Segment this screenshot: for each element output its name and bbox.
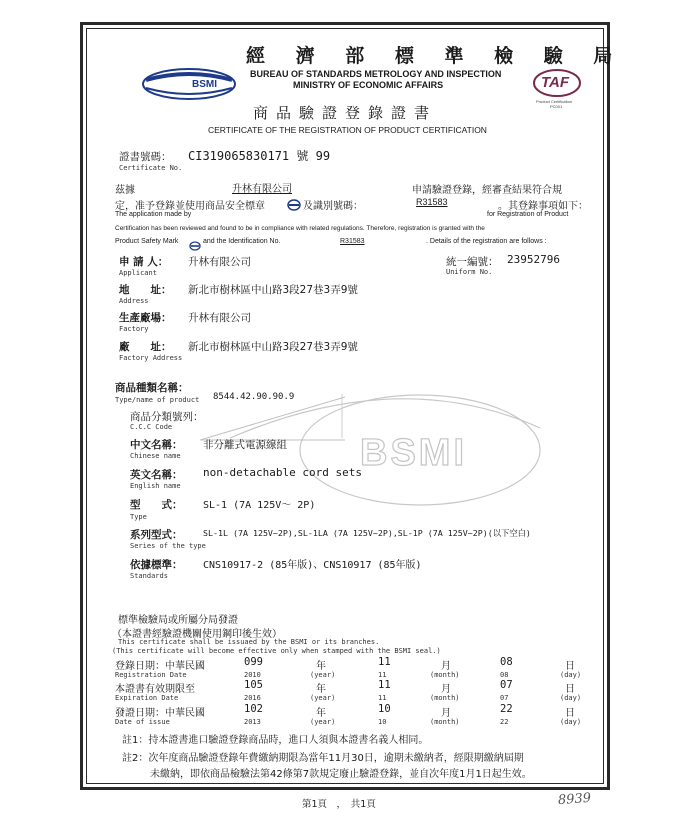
registration-month: 11 (378, 656, 391, 668)
cert-title-zh: 商品驗證登錄證書 (253, 104, 438, 122)
factory-label-en: Factory (119, 325, 149, 333)
model-value: SL-1 (7A 125V～ 2P) (203, 500, 316, 511)
product-type-value: 8544.42.90.90.9 (213, 392, 295, 402)
registration-month-unit-en: (month) (430, 671, 460, 679)
intro-en-1a: The application made by (115, 211, 192, 218)
product-type-label-en: Type/name of product (115, 396, 200, 404)
cert-title-en: CERTIFICATE OF THE REGISTRATION OF PRODUCT CERTIFICATION (208, 125, 487, 135)
standards-label: 依據標準： (130, 559, 183, 571)
registration-day: 08 (500, 656, 513, 668)
expiration-year-unit-en: (year) (310, 694, 336, 702)
english-name-value: non-detachable cord sets (203, 466, 362, 479)
cert-no-label: 證書號碼： (119, 151, 172, 163)
registration-month-unit: 月 (441, 661, 451, 672)
applicant-label-en: Applicant (119, 269, 157, 277)
ministry-title-en: MINISTRY OF ECONOMIC AFFAIRS (293, 80, 444, 90)
bsmi-watermark-text: BSMI (360, 432, 467, 474)
intro-en-3code: R31583 (340, 238, 365, 245)
expiration-day-en: 07 (500, 694, 509, 702)
intro-en-3b: and the Identification No. (203, 238, 281, 245)
registration-day-en: 08 (500, 671, 509, 679)
issue-year-unit: 年 (316, 708, 326, 719)
model-label-en: Type (130, 513, 147, 521)
notice-line2: （本證書經驗證機關使用鋼印後生效） (112, 629, 282, 640)
registration-date-label: 登錄日期：中華民國 (115, 661, 205, 672)
notice-line1: 標準檢驗局或所屬分局發證 (118, 615, 238, 626)
factory-value: 升林有限公司 (188, 312, 251, 324)
issue-year-en: 2013 (244, 718, 261, 726)
notice-en1: This certificate shall be issuaed by the BSMI or its branches. (118, 638, 380, 646)
expiration-day-unit-en: (day) (560, 694, 582, 702)
intro-line2-a: 定，准予登錄並使用商品安全標章 (115, 201, 265, 212)
note-2b: 未繳納，即依商品檢驗法第42條第7款規定廢止驗證登錄，並自次年度1月1日起生效。 (150, 769, 532, 780)
taf-logo-text: TAF (541, 74, 570, 91)
applicant-value: 升林有限公司 (188, 256, 251, 268)
expiration-year: 105 (244, 679, 263, 691)
standards-value: CNS10917-2 (85年版)、CNS10917 (85年版) (203, 560, 422, 571)
expiration-month-unit-en: (month) (430, 694, 460, 702)
registration-day-unit: 日 (565, 661, 575, 672)
intro-company: 升林有限公司 (232, 184, 292, 195)
note-1: 註1：持本證書進口驗證登錄商品時，進口人須與本證書名義人相同。 (122, 735, 429, 746)
note-2a: 註2：次年度商品驗證登錄年費繳納期限為當年11月30日，逾期未繳納者，經限期繳納屆期 (122, 753, 524, 764)
expiration-year-en: 2016 (244, 694, 261, 702)
product-type-label: 商品種類名稱： (115, 382, 189, 394)
issue-date-label-en: Date of issue (115, 718, 170, 726)
taf-code: PC001 (550, 104, 563, 109)
series-label-en: Series of the type (130, 542, 206, 550)
cert-no-label-en: Certificate No. (119, 164, 183, 172)
expiration-day-unit: 日 (565, 684, 575, 695)
page-indicator: 第1頁 ， 共1頁 (302, 799, 376, 810)
factory-label: 生產廠場： (119, 312, 172, 324)
ccc-label-en: C.C.C Code (130, 423, 173, 431)
factory-address-label-en: Factory Address (119, 354, 183, 362)
issue-day-en: 22 (500, 718, 509, 726)
issue-year: 102 (244, 703, 263, 715)
intro-line1-b: 申請驗證登錄，經審查結果符合規 (412, 185, 562, 196)
expiration-day: 07 (500, 679, 513, 691)
registration-year-unit-en: (year) (310, 671, 336, 679)
address-label-en: Address (119, 297, 149, 305)
safety-mark-icon-small (189, 236, 201, 255)
factory-address-value: 新北市樹林區中山路3段27巷3弄9號 (188, 341, 358, 353)
intro-line2-b: 及識別號碼： (303, 201, 363, 212)
issue-date-label: 發證日期：中華民國 (115, 708, 205, 719)
registration-month-en: 11 (378, 671, 387, 679)
address-value: 新北市樹林區中山路3段27巷3弄9號 (188, 284, 358, 296)
registration-year-unit: 年 (316, 661, 326, 672)
applicant-label: 申 請 人： (119, 256, 169, 268)
bureau-title-zh: 經 濟 部 標 準 檢 驗 局 (246, 45, 625, 67)
expiration-year-unit: 年 (316, 684, 326, 695)
registration-date-label-en: Registration Date (115, 671, 187, 679)
issue-day-unit-en: (day) (560, 718, 582, 726)
registration-day-unit-en: (day) (560, 671, 582, 679)
factory-address-label: 廠 址： (119, 341, 172, 353)
intro-en-1b: for Registration of Product (487, 211, 569, 218)
chinese-name-label-en: Chinese name (130, 452, 181, 460)
uniform-no-value: 23952796 (507, 253, 560, 266)
issue-month-unit: 月 (441, 708, 451, 719)
series-value: SL-1L (7A 125V~2P),SL-1LA (7A 125V~2P),SL-1P (7A 125V~2P)(以下空白) (203, 528, 531, 538)
english-name-label: 英文名稱： (130, 469, 183, 481)
bsmi-logo (140, 66, 238, 102)
issue-day-unit: 日 (565, 708, 575, 719)
ccc-label: 商品分類號列： (130, 411, 204, 423)
standards-label-en: Standards (130, 572, 168, 580)
handwritten-number: 8939 (557, 790, 592, 809)
taf-caption: Product Certification (536, 99, 573, 104)
intro-en-3c: . Details of the registration are follows : (426, 238, 547, 245)
registration-year: 099 (244, 656, 263, 668)
intro-en-2: Certification has been reviewed and found to be in compliance with related regulations. Therefore, registration is granted with the (115, 225, 485, 232)
issue-day: 22 (500, 703, 513, 715)
intro-line2-c: 。其登錄事項如下： (498, 201, 588, 212)
intro-code: R31583 (416, 197, 448, 207)
cert-no-value: CI319065830171 號 99 (188, 149, 331, 163)
registration-year-en: 2010 (244, 671, 261, 679)
uniform-no-label: 統一編號： (446, 256, 499, 268)
uniform-no-label-en: Uniform No. (446, 268, 493, 276)
issue-month-unit-en: (month) (430, 718, 460, 726)
expiration-month: 11 (378, 679, 391, 691)
intro-line1-a: 茲據 (115, 185, 135, 196)
taf-logo (532, 68, 582, 110)
notice-en2: (This certificate will become effective only when stamped with the BSMI seal.) (112, 647, 441, 655)
bsmi-logo-text: BSMI (192, 79, 217, 90)
address-label: 地 址： (119, 284, 172, 296)
expiration-date-label-en: Expiration Date (115, 694, 179, 702)
issue-month-en: 10 (378, 718, 387, 726)
chinese-name-value: 非分離式電源線組 (203, 439, 287, 451)
expiration-month-unit: 月 (441, 684, 451, 695)
series-label: 系列型式： (130, 529, 183, 541)
expiration-date-label: 本證書有效期限至 (115, 684, 195, 695)
bureau-title-en: BUREAU OF STANDARDS METROLOGY AND INSPECTION (250, 69, 502, 79)
model-label: 型 式： (130, 499, 183, 511)
english-name-label-en: English name (130, 482, 181, 490)
issue-year-unit-en: (year) (310, 718, 336, 726)
chinese-name-label: 中文名稱： (130, 439, 183, 451)
issue-month: 10 (378, 703, 391, 715)
safety-mark-icon (287, 196, 301, 215)
intro-en-3a: Product Safety Mark (115, 238, 179, 245)
expiration-month-en: 11 (378, 694, 387, 702)
